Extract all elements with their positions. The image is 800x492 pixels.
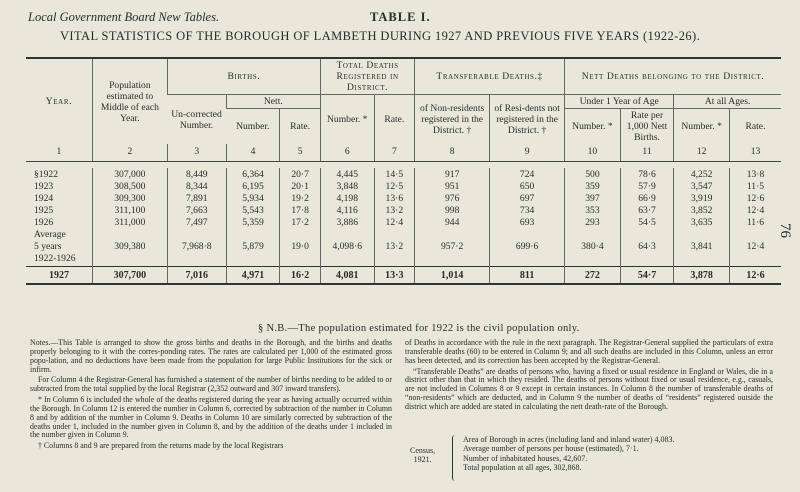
all-ages-number-cell: 4,252: [674, 168, 730, 180]
uncorrected-births-cell: 7,497: [167, 216, 226, 228]
average-row: [26, 240, 781, 252]
population-cell: 311,100: [92, 204, 167, 216]
all-ages-rate-cell: 12·6: [729, 192, 781, 204]
table-row: [26, 168, 781, 180]
total-deaths-rate-cell: 13·2: [374, 204, 415, 216]
total-deaths-number-cell: 3,848: [320, 180, 374, 192]
note-paragraph: For Column 4 the Registrar-General has furnished a statement of the number of births needing to be added to or subtracted from the total supplied by the local Registrar (2,352 outward and 307 inward transfers).: [30, 375, 392, 394]
non-residents-cell: 1,014: [415, 267, 490, 285]
year-cell: 1926: [34, 216, 54, 228]
total-deaths-number-cell: 4,198: [320, 192, 374, 204]
column-number: 7: [374, 144, 415, 162]
census-item: Average number of persons per house (estimated), 7·1.: [463, 444, 639, 454]
note-paragraph: * In Column 6 is included the whole of the deaths registered during the year as having actually occurred within the Borough. In Column 12 is entered the number in Column 6, corrected by subtraction of the number in Column 8 and by addition of the number in Column 9. Deaths in Column 10 are similarly corrected by subtraction of the deaths under 1, included in the number given in Column 8, and by the addition of the deaths under 1 included in the number given in Column 9.: [30, 395, 392, 440]
under1-number-cell: 397: [565, 192, 621, 204]
population-footnote: § N.B.—The population estimated for 1922 is the civil population only.: [258, 323, 580, 334]
nett-births-number-cell: 6,195: [226, 180, 280, 192]
vital-statistics-table: [26, 57, 781, 285]
col-total-deaths-rate-header: Rate.: [374, 95, 415, 145]
col-all-ages-number-header: Number. *: [674, 109, 730, 145]
residents-not-cell: 734: [490, 204, 565, 216]
nett-births-rate-cell: 19·2: [280, 192, 321, 204]
residents-not-cell: 811: [490, 267, 565, 285]
col-year-header: Year.: [26, 58, 92, 144]
table-number: TABLE I.: [370, 10, 431, 24]
total-deaths-rate-cell: 12·5: [374, 180, 415, 192]
column-number: 12: [674, 144, 730, 162]
all-ages-rate-cell: 13·8: [729, 168, 781, 180]
population-cell: 307,000: [92, 168, 167, 180]
nett-births-rate-cell: 20·7: [280, 168, 321, 180]
average-label-years: 5 years: [34, 240, 62, 252]
all-ages-rate-cell: 12·6: [729, 267, 781, 285]
residents-not-cell: 724: [490, 168, 565, 180]
average-range-row: [26, 252, 781, 267]
year-cell: 1924: [34, 192, 54, 204]
all-ages-rate-cell: 12·4: [729, 240, 781, 252]
note-paragraph: of Deaths in accordance with the rule in the next paragraph. The Registrar-General supplied the particulars of extra transferable deaths (60) to be entered in Column 9; and all such deaths are included in this Column, unless an error has been detected, and its correction has been accepted by the Registrar-General.: [405, 338, 773, 365]
total-deaths-number-cell: 4,098·6: [320, 240, 374, 252]
all-ages-rate-cell: 11·5: [729, 180, 781, 192]
brace-bracket: [452, 435, 457, 481]
uncorrected-births-cell: 7,891: [167, 192, 226, 204]
under-1-year-header: Under 1 Year of Age: [565, 95, 674, 109]
column-number: 9: [490, 144, 565, 162]
non-residents-cell: 944: [415, 216, 490, 228]
uncorrected-births-cell: 7,968·8: [167, 240, 226, 252]
population-cell: 311,000: [92, 216, 167, 228]
column-number: 2: [92, 144, 167, 162]
table-row: [26, 216, 781, 228]
all-ages-number-cell: 3,878: [674, 267, 730, 285]
average-label-row: [26, 228, 781, 240]
residents-not-cell: 697: [490, 192, 565, 204]
col-nett-births-rate-header: Rate.: [280, 109, 321, 145]
total-deaths-rate-cell: 14·5: [374, 168, 415, 180]
nett-births-rate-cell: 20·1: [280, 180, 321, 192]
nett-births-number-cell: 5,879: [226, 240, 280, 252]
nett-deaths-group-header: Nett Deaths belonging to the District.: [565, 58, 781, 95]
total-deaths-rate-cell: 13·2: [374, 240, 415, 252]
notes-right-column: [405, 339, 773, 414]
residents-not-cell: 650: [490, 180, 565, 192]
census-label: [410, 446, 435, 465]
census-label-year: 1921.: [413, 455, 432, 465]
nett-births-rate-cell: 16·2: [280, 267, 321, 285]
population-cell: 307,700: [92, 267, 167, 285]
average-label-range: 1922-1926: [34, 252, 76, 264]
under1-number-cell: 380·4: [565, 240, 621, 252]
under1-rate-cell: 64·3: [620, 240, 674, 252]
table-header: [26, 58, 781, 162]
total-deaths-number-cell: 4,445: [320, 168, 374, 180]
column-number: 4: [226, 144, 280, 162]
non-residents-cell: 951: [415, 180, 490, 192]
residents-not-cell: 699·6: [490, 240, 565, 252]
table-row: [26, 192, 781, 204]
column-number: 11: [620, 144, 674, 162]
total-deaths-number-cell: 4,081: [320, 267, 374, 285]
non-residents-cell: 917: [415, 168, 490, 180]
nett-births-number-cell: 5,359: [226, 216, 280, 228]
census-list: [463, 435, 675, 473]
under1-number-cell: 272: [565, 267, 621, 285]
note-paragraph: “Transferable Deaths” are deaths of persons who, having a fixed or usual residence in England or Wales, die in a district other than that in which they resided. The deaths of persons without fixed or usual residence, e.g., casuals, are not included in Columns 8 or 9 except in certain instances. In Column 8 the number of transferable deaths of “non-residents” which are deducted, and in Column 9 the number of deaths of “residents” registered outside the district which are added are stated in calculating the nett death-rate of the Borough.: [405, 366, 773, 411]
census-item: Number of inhabitated houses, 42,607.: [463, 453, 588, 463]
col-population-header: Population estimated to Middle of each Year.: [92, 58, 167, 144]
nett-births-rate-cell: 17·8: [280, 204, 321, 216]
all-ages-rate-cell: 11·6: [729, 216, 781, 228]
column-number: 8: [415, 144, 490, 162]
total-deaths-rate-cell: 13·3: [374, 267, 415, 285]
all-ages-number-cell: 3,547: [674, 180, 730, 192]
under1-rate-cell: 54·7: [620, 267, 674, 285]
births-group-header: Births.: [167, 58, 320, 95]
non-residents-cell: 976: [415, 192, 490, 204]
nett-births-number-cell: 5,543: [226, 204, 280, 216]
table-body: [26, 162, 781, 285]
population-cell: 309,380: [92, 240, 167, 252]
col-total-deaths-number-header: Number. *: [320, 95, 374, 145]
column-number-row: [26, 144, 781, 162]
non-residents-cell: 998: [415, 204, 490, 216]
col-under1-number-header: Number. *: [565, 109, 621, 145]
col-residents-not-header: of Resi-dents not registered in the District. †: [490, 95, 565, 145]
nett-births-header: Nett.: [226, 95, 320, 109]
under1-number-cell: 293: [565, 216, 621, 228]
census-item: Total population at all ages, 302,868.: [463, 463, 582, 473]
nett-births-rate-cell: 17·2: [280, 216, 321, 228]
table-row: [26, 180, 781, 192]
year-cell: 1927: [26, 267, 92, 285]
non-residents-cell: 957·2: [415, 240, 490, 252]
note-paragraph: Notes.—This Table is arranged to show the gross births and deaths in the Borough, and the births and deaths properly belonging to it with the corres-ponding rates. The rates are calculated per 1,000 of the estimated gross popu-lation, and no deductions have been made from the population for large Public Institutions for the sick or infirm.: [30, 338, 392, 374]
transferable-deaths-group-header: Transferable Deaths.‡: [415, 58, 565, 95]
total-deaths-group-header: Total Deaths Registered in District.: [320, 58, 414, 95]
total-deaths-number-cell: 3,886: [320, 216, 374, 228]
under1-number-cell: 500: [565, 168, 621, 180]
notes-left-column: [30, 339, 392, 453]
under1-number-cell: 353: [565, 204, 621, 216]
all-ages-rate-cell: 12·4: [729, 204, 781, 216]
column-number: 10: [565, 144, 621, 162]
residents-not-cell: 693: [490, 216, 565, 228]
all-ages-number-cell: 3,919: [674, 192, 730, 204]
uncorrected-births-cell: 8,449: [167, 168, 226, 180]
column-number: 3: [167, 144, 226, 162]
col-uncorrected-header: Un-corrected Number.: [167, 95, 226, 145]
year-cell: §1922: [34, 168, 58, 180]
all-ages-number-cell: 3,635: [674, 216, 730, 228]
year-cell: 1923: [34, 180, 54, 192]
col-under1-rate-header: Rate per 1,000 Nett Births.: [620, 109, 674, 145]
under1-rate-cell: 78·6: [620, 168, 674, 180]
col-non-residents-header: of Non-residents registered in the District. †: [415, 95, 490, 145]
page-number: 76: [777, 223, 793, 238]
nett-births-number-cell: 6,364: [226, 168, 280, 180]
total-deaths-number-cell: 4,116: [320, 204, 374, 216]
under1-rate-cell: 66·9: [620, 192, 674, 204]
uncorrected-births-cell: 7,016: [167, 267, 226, 285]
under1-rate-cell: 57·9: [620, 180, 674, 192]
column-number: 1: [26, 144, 92, 162]
under1-rate-cell: 63·7: [620, 204, 674, 216]
population-cell: 308,500: [92, 180, 167, 192]
table-row: [26, 204, 781, 216]
population-cell: 309,300: [92, 192, 167, 204]
under1-rate-cell: 54·5: [620, 216, 674, 228]
nett-births-rate-cell: 19·0: [280, 240, 321, 252]
column-number: 5: [280, 144, 321, 162]
uncorrected-births-cell: 8,344: [167, 180, 226, 192]
all-ages-number-cell: 3,841: [674, 240, 730, 252]
nett-births-number-cell: 5,934: [226, 192, 280, 204]
uncorrected-births-cell: 7,663: [167, 204, 226, 216]
all-ages-header: At all Ages.: [674, 95, 781, 109]
table-title: VITAL STATISTICS OF THE BOROUGH OF LAMBETH DURING 1927 AND PREVIOUS FIVE YEARS (1922-26).: [60, 29, 701, 43]
note-paragraph: † Columns 8 and 9 are prepared from the returns made by the local Registrars: [38, 441, 284, 451]
col-nett-births-number-header: Number.: [226, 109, 280, 145]
total-1927-row: [26, 267, 781, 285]
under1-number-cell: 359: [565, 180, 621, 192]
census-label-word: Census,: [410, 446, 436, 455]
census-item: Area of Borough in acres (including land and inland water) 4,083.: [463, 435, 675, 444]
total-deaths-rate-cell: 13·6: [374, 192, 415, 204]
average-label: Average: [34, 228, 66, 240]
year-cell: 1925: [34, 204, 54, 216]
column-number: 13: [729, 144, 781, 162]
col-all-ages-rate-header: Rate.: [729, 109, 781, 145]
series-title: Local Government Board New Tables.: [28, 10, 220, 24]
nett-births-number-cell: 4,971: [226, 267, 280, 285]
column-number: 6: [320, 144, 374, 162]
total-deaths-rate-cell: 12·4: [374, 216, 415, 228]
all-ages-number-cell: 3,852: [674, 204, 730, 216]
